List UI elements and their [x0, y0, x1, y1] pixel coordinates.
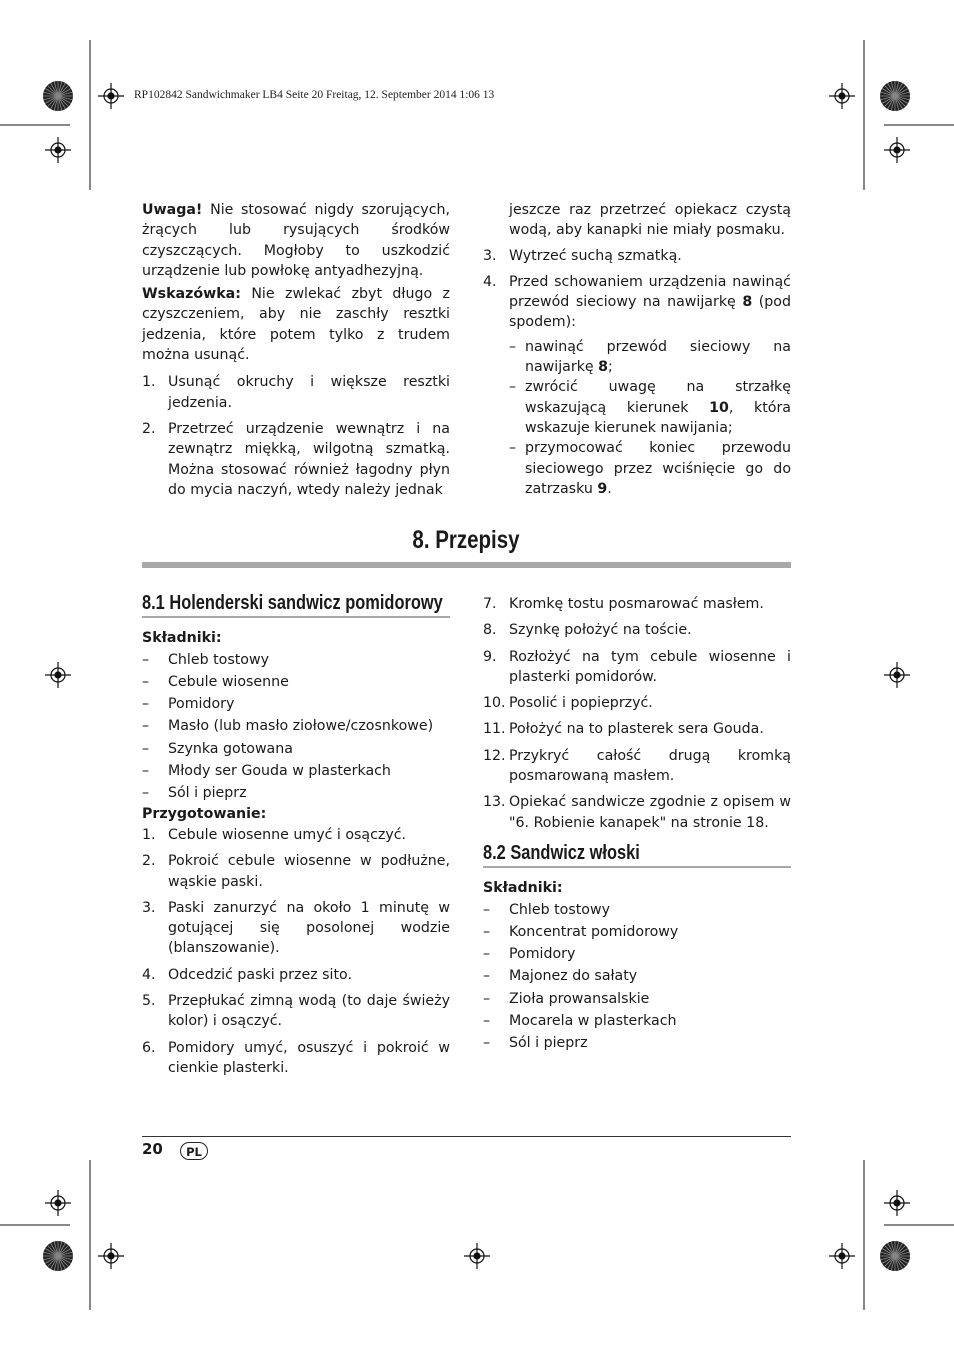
ingredient-item: [483, 900, 791, 920]
list-item: 1. Usunąć okruchy i większe resztki jedzenia.: [142, 374, 450, 411]
ingredient-item: [483, 966, 791, 986]
section-rule: [142, 562, 791, 568]
step-number: 13.: [483, 794, 506, 811]
ingredients-label: Składniki:: [483, 880, 563, 897]
ingredient-item: [142, 783, 450, 803]
list-item: [483, 594, 791, 614]
step-text: Cebule wiosenne umyć i osączyć.: [168, 826, 407, 843]
sub-item: – przymocować koniec przewodu sieciowego przez wciśnięcie go do zatrzasku 9.: [509, 440, 791, 497]
ingredient-text: Zioła prowansalskie: [509, 990, 650, 1007]
list-item: [483, 792, 791, 833]
list-item: [142, 965, 450, 985]
step-number: 1.: [142, 826, 156, 843]
recipe-82-title: 8.2 Sandwicz włoski: [483, 842, 640, 864]
crosshair-mark: [464, 1243, 490, 1269]
dash-marker: –: [142, 785, 150, 802]
crosshair-mark: [98, 83, 124, 109]
step-number: 12.: [483, 747, 506, 764]
list-item: [483, 746, 791, 787]
sub-item: – zwrócić uwagę na strzałkę wskazującą kierunek 10, która wskazuje kierunek nawijania;: [509, 379, 791, 436]
list-item: [142, 851, 450, 892]
crosshair-mark: [45, 1190, 71, 1216]
crosshair-mark: [45, 137, 71, 163]
crosshair-mark: [45, 662, 71, 688]
ingredient-text: Sól i pieprz: [509, 1035, 588, 1052]
step-text: Odcedzić paski przez sito.: [168, 966, 352, 983]
sub-item: – nawinąć przewód sieciowy na nawijarkę 8;: [509, 338, 791, 376]
list-item: 4. Przed schowaniem urządzenia nawinąć przewód sieciowy na nawijarkę 8 (pod spodem):: [483, 273, 791, 331]
ingredient-item: [142, 694, 450, 714]
step-number: 8.: [483, 622, 497, 639]
recipe-81-rule: [142, 616, 450, 618]
uwaga-paragraph: [142, 200, 450, 281]
star-target-mark: [43, 1241, 73, 1271]
ingredients-label: Składniki:: [142, 630, 222, 647]
step-text: Przykryć całość drugą kromką posmarowaną masłem.: [509, 747, 791, 785]
step-text: Położyć na to plasterek sera Gouda.: [509, 721, 764, 738]
dash-marker: –: [483, 1035, 491, 1052]
step-number: 10.: [483, 695, 506, 712]
recipe-82-rule: [483, 866, 791, 868]
step-number: 6.: [142, 1039, 156, 1056]
crosshair-mark: [98, 1243, 124, 1269]
ingredient-item: [483, 944, 791, 964]
list-item: [483, 647, 791, 688]
left-top-column: [142, 200, 450, 506]
crosshair-mark: [829, 83, 855, 109]
wskazowka-text: Nie zwlekać zbyt długo z czyszczeniem, aby nie zaschły resztki jedzenia, które potem tylko z trudem można usunąć.: [142, 286, 450, 364]
list-item: 3. Wytrzeć suchą szmatką.: [483, 247, 682, 264]
wskazowka-label: Wskazówka:: [142, 286, 241, 303]
dash-marker: –: [483, 901, 491, 918]
list-item: [142, 898, 450, 959]
step-text: Rozłożyć na tym cebule wiosenne i plasterki pomidorów.: [509, 648, 791, 685]
language-badge: PL: [180, 1142, 208, 1160]
step-text: Pomidory umyć, osuszyć i pokroić w cienkie plasterki.: [168, 1039, 450, 1076]
ingredient-item: [483, 989, 791, 1009]
dash-marker: –: [142, 696, 150, 713]
star-target-mark: [880, 1241, 910, 1271]
ingredient-text: Szynka gotowana: [168, 740, 293, 757]
step-number: 4.: [142, 966, 156, 983]
footer-rule: [142, 1136, 791, 1137]
step-number: 3.: [142, 899, 156, 916]
crosshair-mark: [884, 662, 910, 688]
page-number: 20: [142, 1140, 163, 1158]
ingredient-item: [142, 761, 450, 781]
list-item: [142, 991, 450, 1032]
crosshair-mark: [829, 1243, 855, 1269]
list-item: [142, 1038, 450, 1079]
ingredients-list: [483, 900, 791, 1054]
ingredient-text: Sól i pieprz: [168, 785, 247, 802]
step-number: 7.: [483, 596, 497, 612]
dash-marker: –: [142, 651, 150, 668]
ingredient-text: Koncentrat pomidorowy: [509, 923, 679, 940]
uwaga-text: Nie stosować nigdy szorujących, żrących lub rysujących środków czyszczących. Mogłoby to uszkodzić urządzenie lub powłokę antyadhezyjną.: [142, 202, 450, 279]
ingredient-item: [142, 672, 450, 692]
section-title: 8. Przepisy: [412, 526, 520, 554]
ingredient-text: Chleb tostowy: [509, 901, 610, 918]
ingredient-text: Cebule wiosenne: [168, 673, 289, 690]
ingredient-text: Młody ser Gouda w plasterkach: [168, 763, 391, 780]
step-number: 9.: [483, 648, 497, 665]
dash-marker: –: [142, 718, 150, 735]
step-text: Pokroić cebule wiosenne w podłużne, wąskie paski.: [168, 853, 450, 890]
crosshair-mark: [884, 1190, 910, 1216]
step-text: Szynkę położyć na toście.: [509, 622, 692, 639]
list-item: [483, 693, 791, 713]
dash-marker: –: [483, 990, 491, 1007]
dash-marker: –: [483, 1013, 491, 1030]
step-number: 11.: [483, 721, 506, 738]
dash-marker: –: [142, 763, 150, 780]
ingredient-text: Masło (lub masło ziołowe/czosnkowe): [168, 718, 434, 735]
preparation-label: Przygotowanie:: [142, 805, 267, 822]
ingredient-item: [142, 739, 450, 759]
preparation-steps-continued: [483, 594, 791, 833]
ingredient-item: [483, 922, 791, 942]
crosshair-mark: [884, 137, 910, 163]
recipe-82-column: [483, 843, 791, 1056]
step-text: Opiekać sandwicze zgodnie z opisem w "6. Robienie kanapek" na stronie 18.: [509, 794, 791, 831]
ingredient-item: [483, 1033, 791, 1053]
ingredient-text: Mocarela w plasterkach: [509, 1013, 677, 1030]
list-item: [483, 719, 791, 739]
step-text: Przepłukać zimną wodą (to daje świeży kolor) i osączyć.: [168, 993, 450, 1030]
ingredient-item: [142, 650, 450, 670]
dash-marker: –: [142, 740, 150, 757]
step-number: 2.: [142, 853, 156, 870]
list-item: [483, 620, 791, 640]
ingredient-text: Majonez do sałaty: [509, 968, 638, 985]
recipe-81-title: 8.1 Holenderski sandwicz pomidorowy: [142, 592, 443, 614]
wskazowka-paragraph: [142, 284, 450, 365]
dash-marker: –: [142, 673, 150, 690]
step-text: Posolić i popieprzyć.: [509, 695, 653, 712]
continuation-text: jeszcze raz przetrzeć opiekacz czystą wodą, aby kanapki nie miały posmaku.: [509, 202, 791, 239]
uwaga-label: Uwaga!: [142, 202, 203, 218]
star-target-mark: [880, 81, 910, 111]
recipe-81-right-column: [483, 594, 791, 839]
ingredient-item: [142, 716, 450, 736]
dash-marker: –: [483, 946, 491, 963]
step-text: Paski zanurzyć na około 1 minutę w gotującej się posolonej wodzie (blanszowanie).: [168, 899, 450, 957]
dash-marker: –: [483, 923, 491, 940]
right-top-column: [483, 200, 791, 499]
ingredients-list: [142, 650, 450, 804]
star-target-mark: [43, 81, 73, 111]
preparation-steps: [142, 825, 450, 1078]
step-number: 5.: [142, 993, 156, 1010]
dash-marker: –: [483, 968, 491, 985]
step-text: Kromkę tostu posmarować masłem.: [509, 596, 764, 612]
ingredient-text: Pomidory: [168, 696, 235, 713]
list-item: [142, 825, 450, 845]
list-item: 2. Przetrzeć urządzenie wewnątrz i na zewnątrz miękką, wilgotną szmatką. Można stosować również łagodny płyn do mycia naczyń, wtedy należy jednak: [142, 420, 450, 498]
ingredient-text: Pomidory: [509, 946, 576, 963]
cleaning-steps: [142, 372, 450, 500]
ingredient-text: Chleb tostowy: [168, 651, 269, 668]
recipe-81-left-column: [142, 593, 450, 1084]
print-header: RP102842 Sandwichmaker LB4 Seite 20 Freitag, 12. September 2014 1:06 13: [134, 89, 495, 101]
ingredient-item: [483, 1011, 791, 1031]
